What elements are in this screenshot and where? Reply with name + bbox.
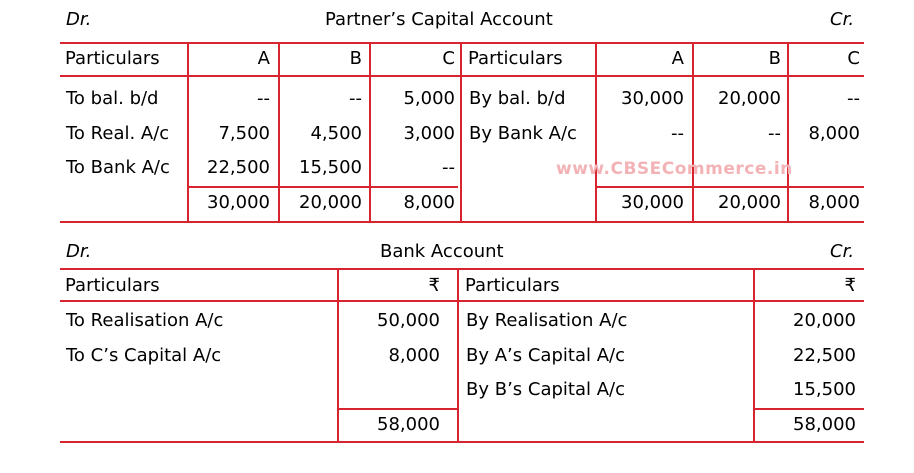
capital-right-amount-c: 8,000 <box>808 123 860 144</box>
column-divider <box>460 42 462 222</box>
capital-left-amount-c: -- <box>442 157 455 178</box>
capital-left-header-particulars: Particulars <box>65 48 160 69</box>
bank-dr-label: Dr. <box>66 241 92 262</box>
rule <box>60 75 864 77</box>
rule <box>60 300 864 302</box>
capital-left-total-b: 20,000 <box>299 192 362 213</box>
bank-left-amount: 8,000 <box>388 345 440 366</box>
capital-left-header-a: A <box>257 48 270 69</box>
bank-right-particular: By A’s Capital A/c <box>466 345 625 366</box>
bank-account-title: Bank Account <box>380 241 504 262</box>
bank-right-amount: 22,500 <box>793 345 856 366</box>
capital-right-total-a: 30,000 <box>621 192 684 213</box>
rule <box>60 221 864 223</box>
column-divider <box>369 42 371 222</box>
total-rule <box>755 408 864 410</box>
capital-right-amount-b: 20,000 <box>718 88 781 109</box>
rule <box>60 42 864 44</box>
capital-left-amount-c: 5,000 <box>403 88 455 109</box>
column-divider <box>457 268 459 442</box>
capital-left-amount-b: 4,500 <box>310 123 362 144</box>
bank-left-particular: To C’s Capital A/c <box>66 345 222 366</box>
bank-right-particular: By Realisation A/c <box>466 310 628 331</box>
capital-right-amount-a: 30,000 <box>621 88 684 109</box>
bank-right-amount: 15,500 <box>793 379 856 400</box>
bank-left-header-particulars: Particulars <box>65 275 160 296</box>
column-divider <box>692 42 694 222</box>
capital-left-amount-b: -- <box>349 88 362 109</box>
bank-cr-label: Cr. <box>830 241 855 262</box>
column-divider <box>187 42 189 222</box>
bank-left-particular: To Realisation A/c <box>66 310 224 331</box>
capital-left-amount-a: 7,500 <box>218 123 270 144</box>
bank-right-header-particulars: Particulars <box>465 275 560 296</box>
total-rule <box>596 186 864 188</box>
capital-left-particular: To Real. A/c <box>66 123 170 144</box>
capital-left-total-c: 8,000 <box>403 192 455 213</box>
capital-left-amount-a: -- <box>257 88 270 109</box>
capital-right-total-c: 8,000 <box>808 192 860 213</box>
watermark-text: www.CBSECommerce.in <box>556 159 793 179</box>
capital-right-header-particulars: Particulars <box>468 48 563 69</box>
capital-right-header-a: A <box>671 48 684 69</box>
capital-right-header-b: B <box>768 48 781 69</box>
bank-right-total: 58,000 <box>793 414 856 435</box>
capital-dr-label: Dr. <box>66 9 92 30</box>
capital-left-total-a: 30,000 <box>207 192 270 213</box>
bank-left-amount: 50,000 <box>377 310 440 331</box>
capital-left-header-b: B <box>349 48 362 69</box>
bank-right-amount: 20,000 <box>793 310 856 331</box>
capital-right-amount-c: -- <box>847 88 860 109</box>
column-divider <box>595 42 597 222</box>
capital-account-title: Partner’s Capital Account <box>325 9 553 30</box>
capital-right-particular: By bal. b/d <box>469 88 566 109</box>
rule <box>60 268 864 270</box>
capital-left-amount-c: 3,000 <box>403 123 455 144</box>
capital-right-particular: By Bank A/c <box>469 123 577 144</box>
bank-left-total: 58,000 <box>377 414 440 435</box>
rule <box>60 441 864 443</box>
capital-left-amount-a: 22,500 <box>207 157 270 178</box>
total-rule <box>338 408 458 410</box>
capital-right-total-b: 20,000 <box>718 192 781 213</box>
capital-left-particular: To Bank A/c <box>66 157 170 178</box>
capital-left-header-c: C <box>442 48 455 69</box>
bank-left-header-rupee: ₹ <box>428 275 440 296</box>
bank-right-particular: By B’s Capital A/c <box>466 379 626 400</box>
capital-right-header-c: C <box>847 48 860 69</box>
column-divider <box>337 268 339 442</box>
capital-right-amount-a: -- <box>671 123 684 144</box>
capital-left-particular: To bal. b/d <box>66 88 159 109</box>
column-divider <box>753 268 755 442</box>
capital-cr-label: Cr. <box>830 9 855 30</box>
bank-right-header-rupee: ₹ <box>844 275 856 296</box>
column-divider <box>787 42 789 222</box>
column-divider <box>278 42 280 222</box>
total-rule <box>188 186 458 188</box>
capital-left-amount-b: 15,500 <box>299 157 362 178</box>
capital-right-amount-b: -- <box>768 123 781 144</box>
